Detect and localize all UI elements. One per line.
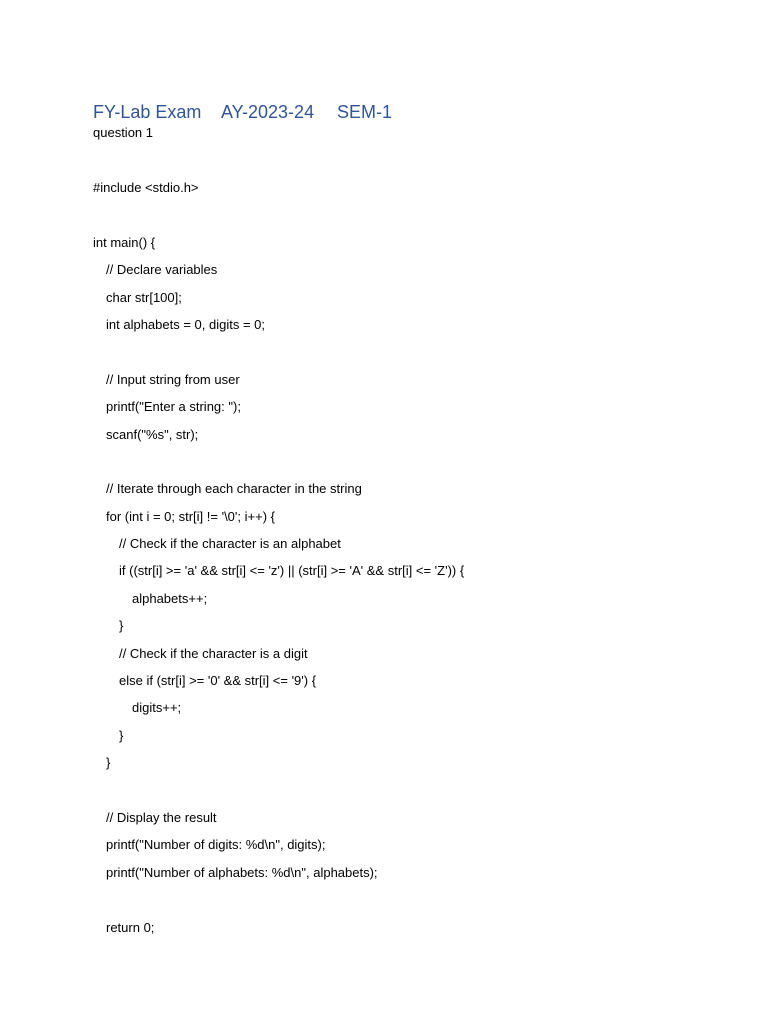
- code-line: printf("Number of digits: %d\n", digits);: [106, 837, 326, 853]
- code-line-blank: [93, 454, 733, 481]
- code-line: }: [119, 618, 124, 634]
- heading-academic-year: AY-2023-24: [221, 102, 315, 122]
- code-line: }: [119, 727, 124, 743]
- heading-course: FY-Lab Exam: [93, 102, 202, 122]
- code-line: scanf("%s", str);: [106, 426, 199, 442]
- code-line-blank: [93, 207, 733, 234]
- code-line: else if (str[i] >= '0' && str[i] <= '9') {: [119, 673, 317, 689]
- code-line-blank: [93, 344, 733, 371]
- code-line: return 0;: [106, 919, 155, 935]
- code-line: digits++;: [132, 700, 182, 716]
- code-block: [93, 180, 733, 947]
- code-comment: // Check if the character is a digit: [119, 645, 308, 661]
- code-comment: // Check if the character is an alphabet: [119, 536, 341, 552]
- code-line: printf("Enter a string: ");: [106, 399, 241, 415]
- code-line: printf("Number of alphabets: %d\n", alphabets);: [106, 864, 378, 880]
- code-comment: // Declare variables: [106, 262, 218, 278]
- code-line: for (int i = 0; str[i] != '\0'; i++) {: [106, 508, 275, 524]
- code-line: char str[100];: [106, 289, 182, 305]
- code-line: #include <stdio.h>: [93, 180, 199, 195]
- code-comment: // Iterate through each character in the string: [106, 481, 362, 497]
- code-line: alphabets++;: [132, 590, 208, 606]
- code-comment: // Display the result: [106, 809, 217, 825]
- question-label: question 1: [93, 125, 153, 140]
- code-line: }: [106, 755, 111, 771]
- code-line-blank: [93, 892, 733, 919]
- code-line: int main() {: [93, 234, 156, 250]
- code-line-blank: [93, 783, 733, 810]
- code-line: if ((str[i] >= 'a' && str[i] <= 'z') || (str[i] >= 'A' && str[i] <= 'Z')) {: [119, 563, 465, 579]
- code-comment: // Input string from user: [106, 371, 240, 387]
- code-line: int alphabets = 0, digits = 0;: [106, 316, 265, 332]
- heading-semester: SEM-1: [337, 102, 393, 122]
